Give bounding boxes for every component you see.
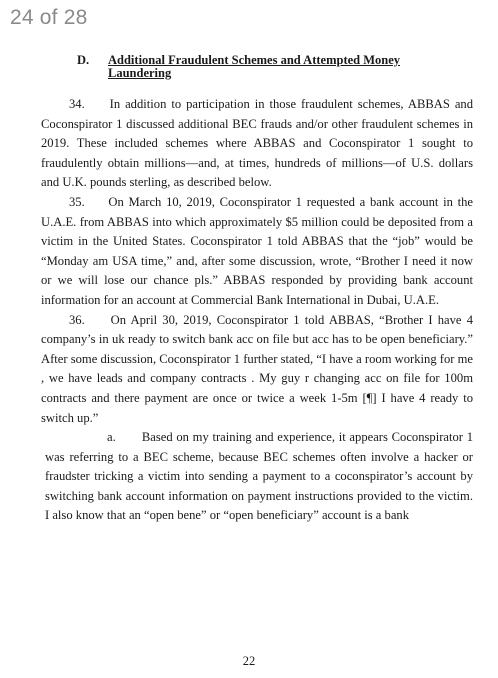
paragraph-number: 34.: [69, 97, 85, 111]
paragraph-text: In addition to participation in those fraudulent schemes, ABBAS and Coconspirator 1 discussed additional BEC frauds and/or other fraudulent schemes in 2019. These included schemes where ABBAS and Coconspirator 1 sought to fraudulently obtain millions—and, at times, hundreds of millions—of U.S. dollars and U.K. pounds sterling, as described below.: [41, 97, 474, 190]
subparagraph-letter: a.: [107, 430, 116, 445]
paragraph-35: [41, 193, 473, 311]
page-number: 22: [242, 654, 256, 668]
paragraph-number: 35.: [69, 194, 85, 209]
page-counter: 24 of 28: [10, 6, 88, 29]
paragraph-36: [41, 311, 473, 429]
paragraph-34: [41, 95, 473, 193]
subparagraph-a: [45, 428, 473, 526]
paragraph-text: On April 30, 2019, Coconspirator 1 told ABBAS, “Brother I have 4 company’s in uk ready to switch bank acc on file but acc has to be open beneficiary.” After some discussion, Coconspirator 1 further stated, “I have a room working for me , we have leads and company contracts . My guy r changing acc on file for 100m contracts and there payment are once or twice a week 1-5m [¶] I have 4 ready to switch up.”: [41, 312, 473, 425]
section-title: Additional Fraudulent Schemes and Attempted Money Laundering: [108, 53, 401, 80]
subparagraph-text: Based on my training and experience, it appears Coconspirator 1 was referring to a BEC scheme, because BEC schemes often involve a hacker or fraudster tricking a victim into sending a payment to a coconspirator’s account by switching bank account information on payment instructions provided to the victim. I also know that an “open bene” or “open beneficiary” account is a bank: [45, 430, 473, 523]
section-letter: D.: [77, 53, 90, 67]
paragraph-number: 36.: [69, 312, 85, 327]
paragraph-text: On March 10, 2019, Coconspirator 1 requested a bank account in the U.A.E. from ABBAS into which approximately $5 million could be deposited from a victim in the United States. Coconspirator 1 told ABBAS that the “job” would be “Monday am USA time,” and, after some discussion, wrote, “Brother I need it now or we will lose our chance pls.” ABBAS responded by providing bank account information for an account at Commercial Bank International in Dubai, U.A.E.: [41, 194, 473, 307]
document-body: [41, 95, 473, 526]
